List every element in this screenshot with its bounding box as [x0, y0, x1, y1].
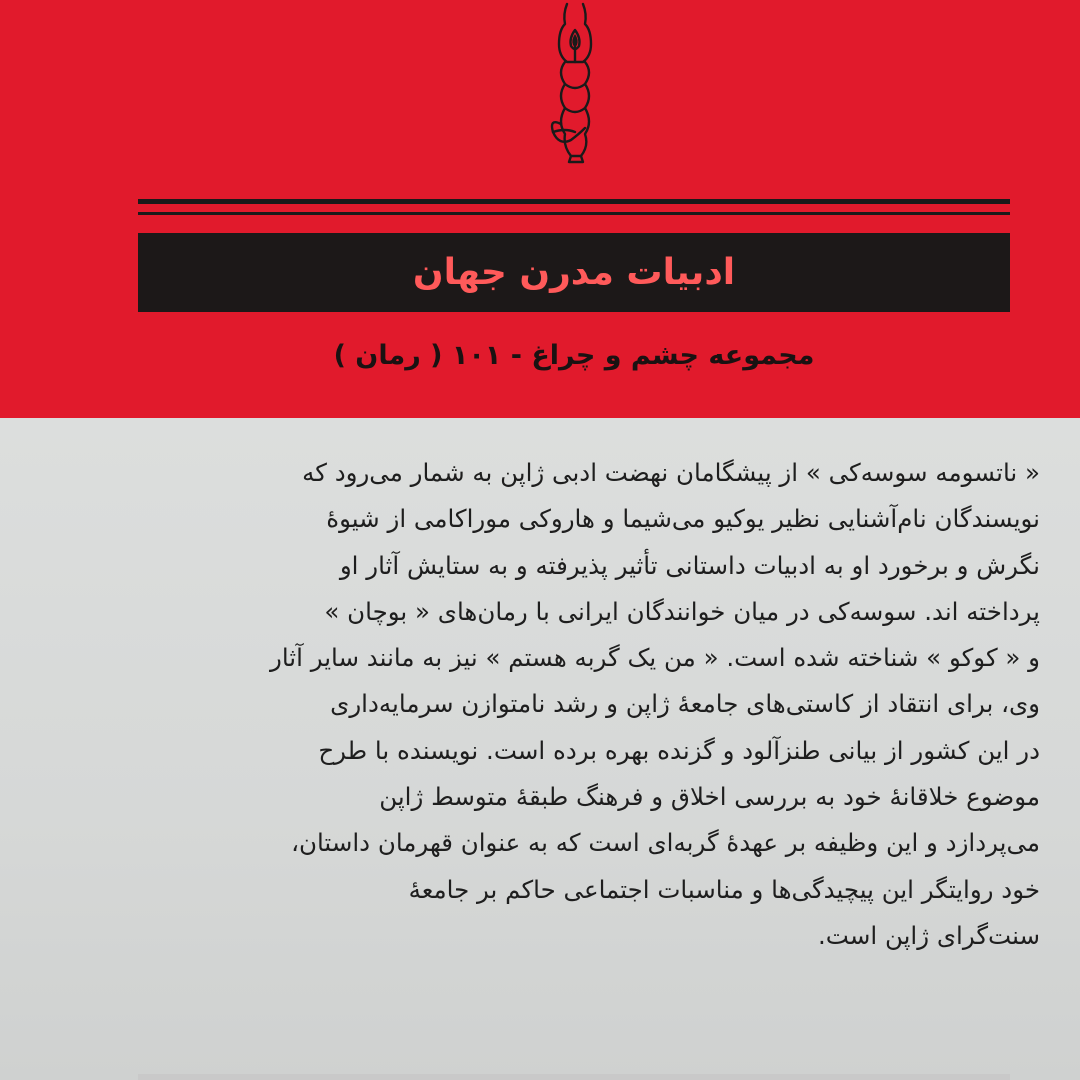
- blurb-line: سنت‌گرای ژاپن است.: [817, 920, 1040, 950]
- blurb-line: نویسندگان نام‌آشنایی نظیر یوکیو می‌شیما و هاروکی موراکامی از شیوهٔ: [326, 504, 1040, 534]
- blurb-line: موضوع خلاقانهٔ خود به بررسی اخلاق و فرهنگ طبقهٔ متوسط ژاپن: [379, 782, 1040, 812]
- top-rule-thin: [138, 212, 1010, 215]
- blurb-text: [135, 450, 1040, 959]
- series-band: [138, 233, 1010, 312]
- candle-lamp-icon: [535, 0, 615, 165]
- blurb-line: پرداخته اند. سوسه‌کی در میان خوانندگان ایرانی با رمان‌های « بوچان »: [324, 596, 1040, 626]
- blurb-line: و « کوکو » شناخته شده است. « من یک گربه هستم » نیز به مانند سایر آثار: [269, 643, 1040, 673]
- blurb-line: وی، برای انتقاد از کاستی‌های جامعهٔ ژاپن و رشد نامتوازن سرمایه‌داری: [330, 689, 1040, 719]
- blurb-line: نگرش و برخورد او به ادبیات داستانی تأثیر پذیرفته و به ستایش آثار او: [339, 550, 1040, 580]
- blurb-line: می‌پردازد و این وظیفه بر عهدهٔ گربه‌ای است که به عنوان قهرمان داستان،: [291, 828, 1040, 858]
- blurb-line: خود روایتگر این پیچیدگی‌ها و مناسبات اجتماعی حاکم بر جامعهٔ: [408, 874, 1040, 904]
- bottom-rule: [138, 1074, 1010, 1080]
- series-title: ادبیات مدرن جهان: [412, 252, 736, 293]
- blurb-line: « ناتسومه سوسه‌کی » از پیشگامان نهضت ادبی ژاپن به شمار می‌رود که: [302, 458, 1040, 487]
- collection-label: مجموعه چشم و چراغ - ۱۰۱ ( رمان ): [333, 340, 815, 371]
- blurb-line: در این کشور از بیانی طنزآلود و گزنده بهره برده است. نویسنده با طرح: [318, 735, 1040, 765]
- top-rule-thick: [138, 199, 1010, 204]
